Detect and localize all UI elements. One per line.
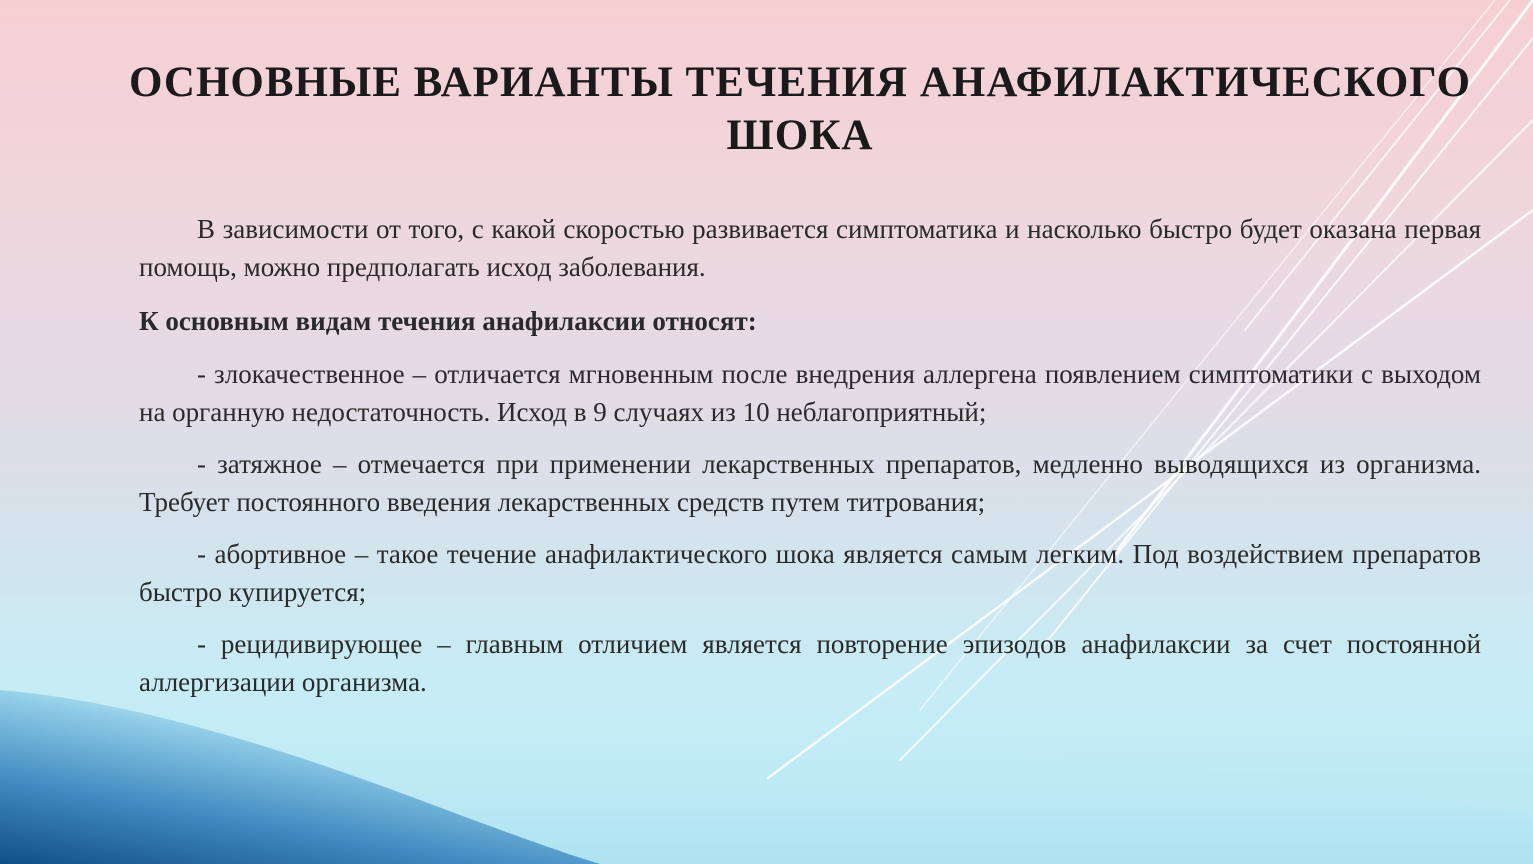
slide-title: ОСНОВНЫЕ ВАРИАНТЫ ТЕЧЕНИЯ АНАФИЛАКТИЧЕСКОГО ШОКА xyxy=(128,59,1472,159)
intro-paragraph: В зависимости от того, с какой скоростью развивается симптоматика и насколько быстро будет оказана первая помощь, можно предполагать исход заболевания. xyxy=(139,214,1481,282)
variant-item: - затяжное – отмечается при применении лекарственных препаратов, медленно выводящихся из организма. Требует постоянного введения лекарственных средств путем титрования; xyxy=(139,449,1481,517)
variants-heading: К основным видам течения анафилаксии относят: xyxy=(139,306,757,336)
slide-body xyxy=(139,210,1481,715)
variant-item: - рецидивирующее – главным отличием является повторение эпизодов анафилаксии за счет постоянной аллергизации организма. xyxy=(139,629,1481,697)
variant-item: - злокачественное – отличается мгновенным после внедрения аллергена появлением симптоматики с выходом на органную недостаточность. Исход в 9 случаях из 10 неблагоприятный; xyxy=(139,359,1481,427)
variant-item: - абортивное – такое течение анафилактического шока является самым легким. Под воздействием препаратов быстро купируется; xyxy=(139,539,1481,607)
